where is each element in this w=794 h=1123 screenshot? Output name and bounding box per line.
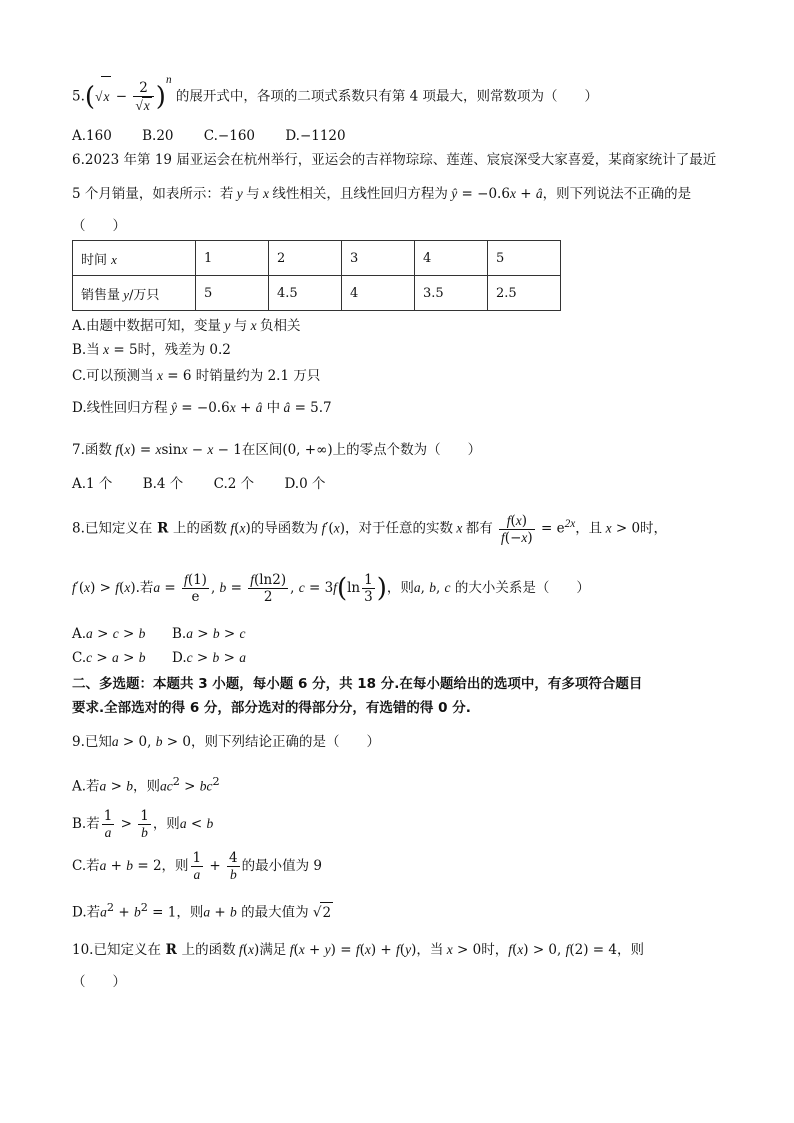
q6-option-c: C.可以预测当 x = 6 时销量约为 2.1 万只 [72, 368, 321, 384]
q6-line-3: （ ） [72, 218, 126, 234]
table-cell: 2.5 [488, 276, 561, 311]
q9-option-c: C.若a + b = 2，则 $\frac{1}{a}$ + $\frac{4}{b}$ 的最小值为 9 [72, 850, 323, 882]
q7-option-b: B.4 个 [142, 476, 184, 492]
table-cell: 5 [488, 241, 561, 276]
table-cell: 4.5 [269, 276, 342, 311]
q9-stem: 9.已知a > 0, b > 0，则下列结论正确的是（ ） [72, 734, 380, 750]
section-2-heading: 二、多选题：本题共 3 小题，每小题 6 分，共 18 分.在每小题给出的选项中，有多项符合题目 [72, 676, 643, 692]
sales-table [72, 240, 561, 311]
q5-option-d: D.−1120 [285, 128, 346, 144]
q5-stem: 的展开式中，各项的二项式系数只有第 4 项最大，则常数项为（ ） [175, 88, 599, 105]
table-header-cell: 销售量 y/万只 [73, 276, 196, 311]
question-5: 5.(√x − $\frac{2}{√x}$ )$^n$ 的展开式中，各项的二项式系数只有第 4 项最大，则常数项为（ ） [72, 72, 598, 117]
table-cell: 4 [342, 276, 415, 311]
table-cell: 1 [196, 241, 269, 276]
table-row [73, 276, 561, 311]
q9-option-d: D.若$a^2 + b^2 = 1$，则a + b 的最大值为 √2 [72, 901, 332, 921]
table-cell: 3 [342, 241, 415, 276]
q8-option-b: B.a > b > c [172, 626, 246, 642]
table-header-cell: 时间 x [73, 241, 196, 276]
q8-option-c: C.c > a > b [72, 650, 146, 666]
q7-option-a: A.1 个 [72, 476, 113, 492]
table-cell: 2 [269, 241, 342, 276]
q7-option-c: C.2 个 [213, 476, 255, 492]
q5-options [72, 126, 372, 146]
q5-number: 5. [72, 88, 85, 105]
q6-option-d: D.线性回归方程 ŷ = −0.6x + â 中 â = 5.7 [72, 400, 332, 416]
q6-line-2: 5 个月销量，如表所示：若 y 与 x 线性相关，且线性回归方程为 ŷ = −0.6x + â，则下列说法不正确的是 [72, 186, 692, 202]
q5-option-a: A.160 [72, 128, 112, 144]
q9-option-b: B.若 $\frac{1}{a}$ > $\frac{1}{b}$ ，则a < b [72, 808, 214, 840]
q7-option-d: D.0 个 [284, 476, 326, 492]
q6-line-1: 6.2023 年第 19 届亚运会在杭州举行，亚运会的吉祥物琮琮、莲莲、宸宸深受大家喜爱，某商家统计了最近 [72, 152, 717, 168]
q9-option-a: A.若a > b，则$ac^2 > bc^2$ [72, 775, 220, 795]
q6-option-a: A.由题中数据可知，变量 y 与 x 负相关 [72, 318, 301, 334]
q10-line-2: （ ） [72, 974, 126, 990]
q8-option-a: A.a > c > b [72, 626, 146, 642]
table-cell: 3.5 [415, 276, 488, 311]
q5-option-b: B.20 [142, 128, 174, 144]
q8-line-2: f′(x) > f(x).若a = $\frac{f(1)}{e}$ , b = $\frac{f(\ln 2)}{2}$ , c = 3f(ln $\frac{1}{3}$ )，则a, b, c 的大小关系是（ ） [72, 572, 590, 605]
q7-options [72, 474, 351, 494]
table-cell: 4 [415, 241, 488, 276]
q6-option-b: B.当 x = 5时，残差为 0.2 [72, 342, 231, 358]
section-2-instructions: 要求.全部选对的得 6 分，部分选对的得部分分，有选错的得 0 分. [72, 700, 471, 716]
q10-line-1: 10.已知定义在 R 上的函数 f(x)满足 f(x + y) = f(x) + f(y)，当 x > 0时，f(x) > 0, f(2) = 4，则 [72, 942, 644, 958]
question-7: 7.函数 f(x) = xsinx − x − 1在区间(0, +∞)上的零点个数为（ ） [72, 442, 482, 458]
q8-line-1: 8.已知定义在 R 上的函数 f(x)的导函数为 f′(x)，对于任意的实数 x 都有 $\frac{f(x)}{f(-x)}$ = $e^{2x}$，且 x > 0时， [72, 512, 668, 546]
q8-option-d: D.c > b > a [172, 650, 246, 666]
q8-options-row-1 [72, 624, 246, 644]
q8-options-row-2 [72, 648, 246, 668]
table-row [73, 241, 561, 276]
table-cell: 5 [196, 276, 269, 311]
q5-option-c: C.−160 [203, 128, 256, 144]
